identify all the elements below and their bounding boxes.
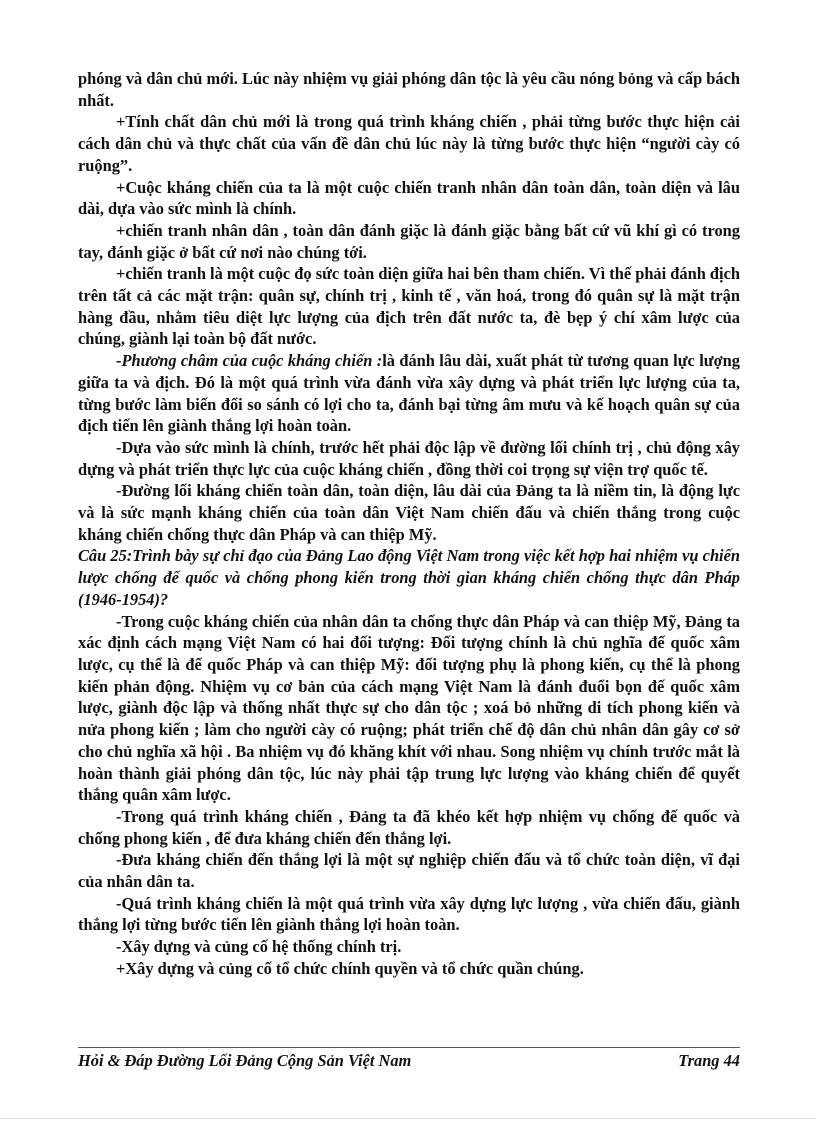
paragraph: +chiến tranh nhân dân , toàn dân đánh giặc là đánh giặc bằng bất cứ vũ khí gì có trong tay, đánh giặc ở bất cứ nơi nào chúng tới. xyxy=(78,220,740,262)
paragraph: -Quá trình kháng chiến là một quá trình vừa xây dựng lực lượng , vừa chiến đấu, giành thắng lợi từng bước tiến lên giành thắng lợi hoàn toàn. xyxy=(78,893,740,935)
paragraph: -Đường lối kháng chiến toàn dân, toàn diện, lâu dài của Đảng ta là niềm tin, là động lực và là sức mạnh kháng chiến của toàn dân Việt Nam chiến đấu và chiến thắng trong cuộc kháng chiến chống thực dân Pháp và can thiệp Mỹ. xyxy=(78,481,740,544)
question-heading: Câu 25:Trình bày sự chỉ đạo của Đảng Lao động Việt Nam trong việc kết hợp hai nhiệm vụ chiến lược chống đế quốc và chống phong kiến trong thời gian kháng chiến chống thực dân Pháp (1946-1954)? xyxy=(78,546,740,609)
paragraph: phóng và dân chủ mới. Lúc này nhiệm vụ giải phóng dân tộc là yêu cầu nóng bỏng và cấp bách nhất. xyxy=(78,69,740,110)
paragraph-lead-italic: -Phương châm của cuộc kháng chiến : xyxy=(116,351,383,371)
paragraph: -Trong cuộc kháng chiến của nhân dân ta chống thực dân Pháp và can thiệp Mỹ, Đảng ta xác định cách mạng Việt Nam có hai đối tượng: Đối tượng chính là chủ nghĩa đế quốc xâm lược, cụ thể là đế quốc Pháp và can thiệp Mỹ: đối tượng phụ là phong kiến, cụ thể là phong kiến phản động. Nhiệm vụ cơ bản của cách mạng Việt Nam là đánh đuổi bọn đế quốc xâm lược, giành độc lập và thống nhất thực sự cho dân tộc ; xoá bỏ những di tích phong kiến và nửa phong kiến ; làm cho người cày có ruộng; phát triển chế độ dân chủ nhân dân gây cơ sở cho chủ nghĩa xã hội . Ba nhiệm vụ đó khăng khít với nhau. Song nhiệm vụ chính trước mắt là hoàn thành giải phóng dân tộc, lúc này phải tập trung lực lượng vào kháng chiến để quyết thắng quân xâm lược. xyxy=(78,611,740,805)
paragraph: +Cuộc kháng chiến của ta là một cuộc chiến tranh nhân dân toàn dân, toàn diện và lâu dài, dựa vào sức mình là chính. xyxy=(78,177,740,219)
page-bottom-divider xyxy=(0,1118,816,1119)
page-footer xyxy=(78,1047,740,1072)
footer-title: Hỏi & Đáp Đường Lối Đảng Cộng Sản Việt Nam xyxy=(78,1051,412,1070)
paragraph: -Xây dựng và củng cố hệ thống chính trị. xyxy=(116,937,402,957)
paragraph-body: là đánh lâu dài, xuất phát từ tương quan lực lượng giữa ta và địch. Đó là một quá trình vừa đánh vừa xây dựng và phát triển lực lượng của ta, từng bước làm biến đổi so sánh có lợi cho ta, đánh bại từng âm mưu và kế hoạch quân sự của địch tiến lên giành thắng lợi hoàn toàn. xyxy=(78,351,740,436)
paragraph xyxy=(78,350,740,437)
paragraph: +Xây dựng và củng cố tổ chức chính quyền và tổ chức quần chúng. xyxy=(116,958,584,978)
page-number: Trang 44 xyxy=(678,1051,740,1070)
paragraph: +chiến tranh là một cuộc đọ sức toàn diện giữa hai bên tham chiến. Vì thế phải đánh địch trên tất cả các mặt trận: quân sự, chính trị , kinh tế , văn hoá, trong đó quân sự là mặt trận hàng đầu, nhằm tiêu diệt lực lượng của địch trên đất nước ta, đè bẹp ý chí xâm lược của chúng, giành lại toàn bộ đất nước. xyxy=(78,264,740,349)
paragraph: -Đưa kháng chiến đến thắng lợi là một sự nghiệp chiến đấu và tổ chức toàn diện, vĩ đại của nhân dân ta. xyxy=(78,850,740,892)
paragraph: +Tính chất dân chủ mới là trong quá trình kháng chiến , phải từng bước thực hiện cải cách dân chủ và thực chất của vấn đề dân chủ lúc này là từng bước thực hiện “người cày có ruộng”. xyxy=(78,112,740,175)
paragraph: -Dựa vào sức mình là chính, trước hết phải độc lập về đường lối chính trị , chủ động xây dựng và phát triển thực lực của cuộc kháng chiến , đồng thời coi trọng sự viện trợ quốc tế. xyxy=(78,437,740,479)
document-body xyxy=(78,68,740,980)
paragraph: -Trong quá trình kháng chiến , Đảng ta đã khéo kết hợp nhiệm vụ chống đế quốc và chống phong kiến , để đưa kháng chiến đến thắng lợi. xyxy=(78,806,740,848)
